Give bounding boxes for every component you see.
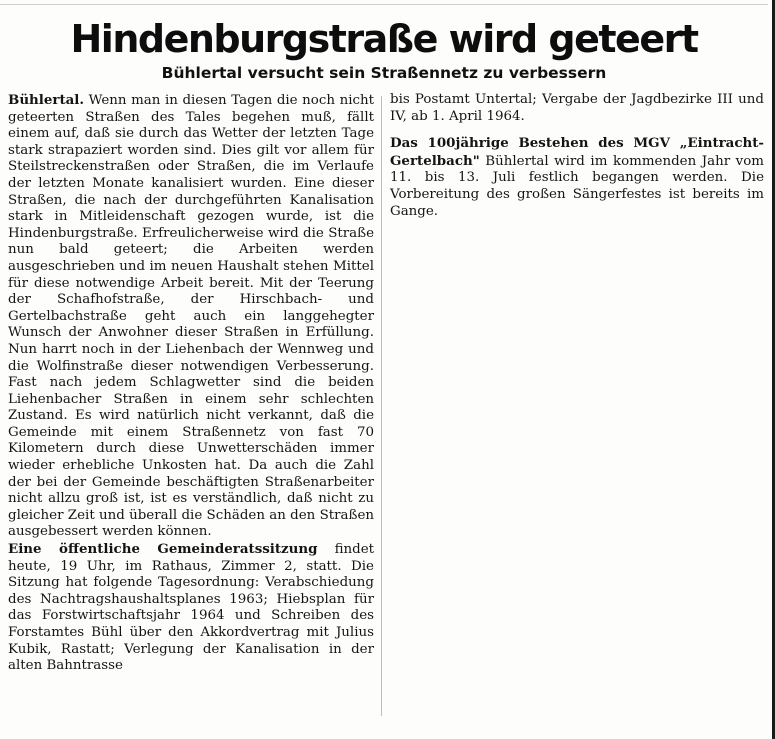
paragraph-lead: Eine öffentliche Gemeinderatssitzung	[8, 541, 318, 558]
headline: Hindenburgstraße wird geteert	[70, 17, 698, 61]
paragraph-lead: Das 100jährige Bestehen des MGV „Eintracht-Gertelbach"	[390, 135, 764, 169]
paragraph-text: Bühlertal wird im kommenden Jahr vom 11. bis 13. Juli festlich begangen werden. Die Vorbereitung des großen Sängerfestes ist bereits im Gange.	[390, 153, 764, 219]
paragraph-road-works	[8, 92, 374, 541]
paragraph-continuation: bis Postamt Untertal; Vergabe der Jagdbezirke III und IV, ab 1. April 1964.	[390, 92, 764, 124]
dateline: Bühlertal.	[8, 92, 85, 108]
column-divider	[381, 96, 382, 716]
right-column	[390, 92, 764, 220]
paragraph-council-meeting	[8, 541, 374, 675]
left-column	[8, 92, 374, 675]
paragraph-text: Wenn man in diesen Tagen die noch nicht geteerten Straßen des Tales begehen muß, fällt einem auf, daß sie durch das Wetter der letzten Tage stark strapaziert worden sind. Dies gilt vor allem für Steilstreckenstraßen oder Straßen, die im Verlaufe der letzten Monate kanalisiert wurden. Eine dieser Straßen, die nach der durchgeführten Kanalisation stark in Mitleidenschaft gezogen wurde, ist die Hindenburgstraße. Erfreulicherweise wird die Straße nun bald geteert; die Arbeiten werden ausgeschrieben und im neuen Haushalt stehen Mittel für diese notwendige Arbeit bereit. Mit der Teerung der Schafhofstraße, der Hirschbach- und Gertelbachstraße geht auch ein langgehegter Wunsch der Anwohner dieser Straßen in Erfüllung. Nun harrt noch in der Liehenbach der Wennweg und die Wolfinstraße dieser notwendigen Verbesserung. Fast nach jedem Schlagwetter sind die beiden Liehenbacher Straßen in einem sehr schlechten Zustand. Es wird natürlich nicht verkannt, daß die Gemeinde mit einem Straßennetz von fast 70 Kilometern durch diese Unwetterschäden immer wieder erhebliche Unkosten hat. Da auch die Zahl der bei der Gemeinde beschäftigten Straßenarbeiter nicht allzu groß ist, ist es verständlich, daß nicht zu gleicher Zeit und überall die Schäden an den Straßen ausgebessert werden können.	[8, 93, 374, 540]
subheadline: Bühlertal versucht sein Straßennetz zu verbessern	[161, 64, 607, 82]
paragraph-choir-anniversary	[390, 135, 764, 220]
paragraph-text: findet heute, 19 Uhr, im Rathaus, Zimmer 2, statt. Die Sitzung hat folgende Tagesordnung: Verabschiedung des Nachtragshaushaltsplanes 1963; Hiebsplan für das Forstwirtschaftsjahr 1964 und Schreiben des Forstamtes Bühl über den Akkordvertrag mit Julius Kubik, Rastatt; Verlegung der Kanalisation in der alten Bahntrasse	[8, 542, 374, 674]
top-rule	[0, 4, 768, 5]
